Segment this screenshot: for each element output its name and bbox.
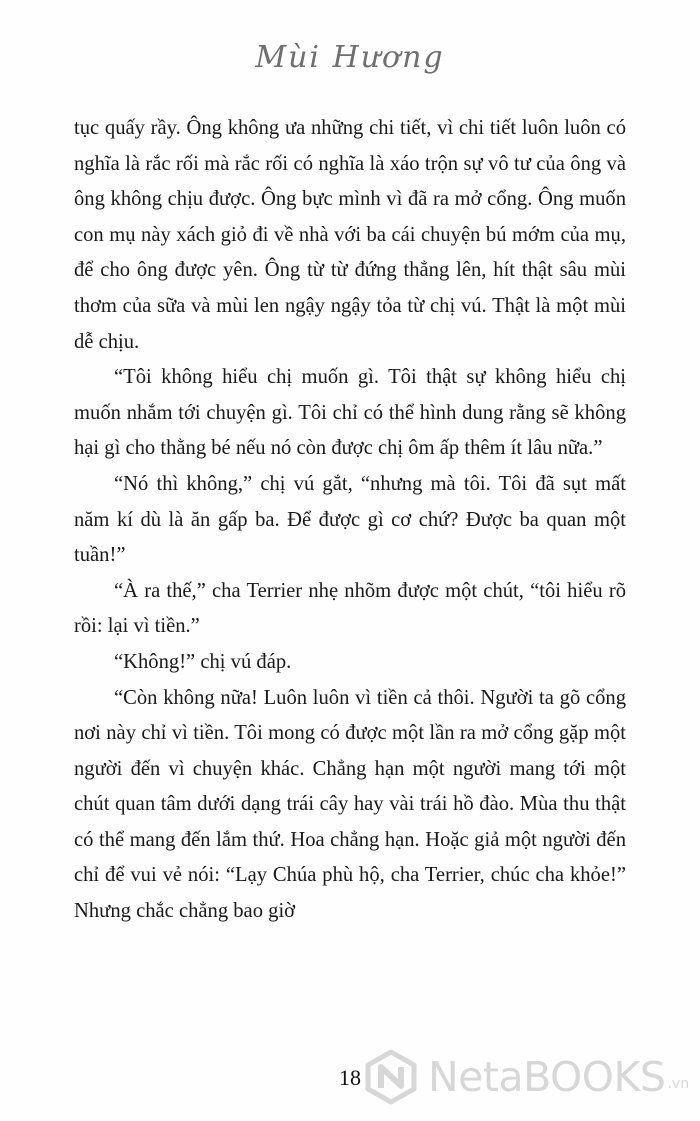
paragraph-3: “Nó thì không,” chị vú gắt, “nhưng mà tôi. Tôi đã sụt mất năm kí dù là ăn gấp ba. Để được gì cơ chứ? Được ba quan một tuần!”: [74, 472, 626, 567]
paragraph-6: “Còn không nữa! Luôn luôn vì tiền cả thôi. Người ta gõ cổng nơi này chỉ vì tiền. Tôi mong có được một lần ra mở cổng gặp một người đến vì chuyện khác. Chẳng hạn một người mang tới một chút quan tâm dưới dạng trái cây hay vài trái hồ đào. Mùa thu thật có thể mang đến lắm thứ. Hoa chẳng hạn. Hoặc giả một người đến chỉ để vui vẻ nói: “Lạy Chúa phù hộ, cha Terrier, chúc cha khỏe!” Nhưng chắc chẳng bao giờ: [74, 686, 626, 923]
running-header-title: Mùi Hương: [255, 40, 445, 75]
paragraph-4: “À ra thế,” cha Terrier nhẹ nhõm được một chút, “tôi hiểu rõ rồi: lại vì tiền.”: [74, 579, 626, 638]
page-number: 18: [339, 1065, 361, 1090]
body-text: [74, 111, 626, 930]
paragraph-5: “Không!” chị vú đáp.: [114, 650, 292, 673]
watermark-brand-text: NetaBOOKS: [428, 1053, 666, 1101]
paragraph-1: tục quấy rầy. Ông không ưa những chi tiết, vì chi tiết luôn luôn có nghĩa là rắc rối mà rắc rối có nghĩa là xáo trộn sự vô tư của ông và ông không chịu được. Ông bực mình vì đã ra mở cổng. Ông muốn con mụ này xách giỏ đi về nhà với ba cái chuyện bú mớm của mụ, để cho ông được yên. Ông từ từ đứng thẳng lên, hít thật sâu mùi thơm của sữa và mùi len ngậy ngậy tỏa từ chị vú. Thật là một mùi dễ chịu.: [74, 117, 626, 353]
netabooks-watermark: [362, 1046, 692, 1108]
watermark-domain-suffix: .vn: [667, 1076, 690, 1092]
netabooks-logo-icon: [362, 1048, 420, 1106]
paragraph-2: “Tôi không hiểu chị muốn gì. Tôi thật sự không hiểu chị muốn nhắm tới chuyện gì. Tôi chỉ có thể hình dung rằng sẽ không hại gì cho thằng bé nếu nó còn được chị ôm ấp thêm ít lâu nữa.”: [74, 366, 626, 460]
